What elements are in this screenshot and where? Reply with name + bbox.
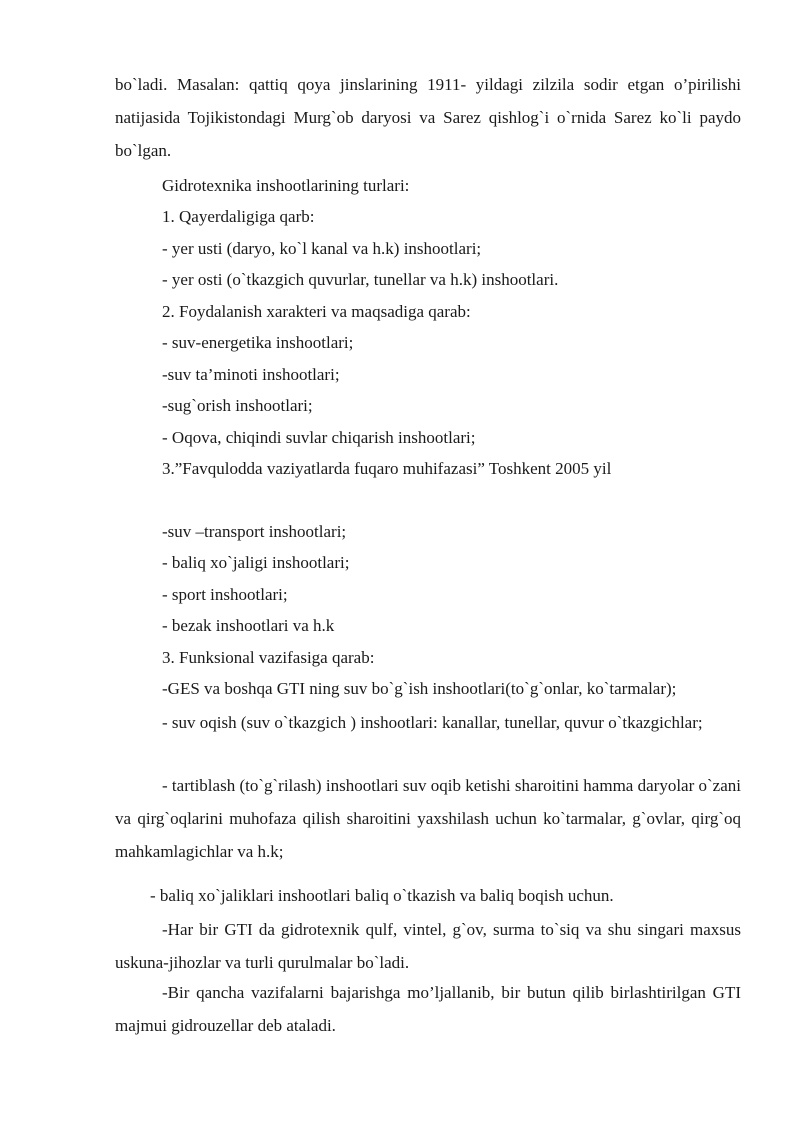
paragraph-gti-complex: -Bir qancha vazifalarni bajarishga mo’ljallanib, bir butun qilib birlashtirilgan GTI majmui gidrouzellar deb ataladi. [115, 983, 741, 1035]
list-item-functional-heading: 3. Funksional vazifasiga qarab: [162, 648, 375, 667]
list-item-location-heading: 1. Qayerdaligiga qarb: [162, 207, 315, 226]
types-heading: Gidrotexnika inshootlarining turlari: [162, 176, 410, 195]
list-item-irrigation: -sug`orish inshootlari; [162, 396, 313, 415]
list-item-wastewater: - Oqova, chiqindi suvlar chiqarish inshootlari; [162, 428, 476, 447]
paragraph-regulation: - tartiblash (to`g`rilash) inshootlari suv oqib ketishi sharoitini hamma daryolar o`zani va qirg`oqlarini muhofaza qilish sharoitini yaxshilash uchun ko`tarmalar, g`ovlar, qirg`oq mahkamlagichlar va h.k; [115, 776, 741, 861]
list-item-hydro-dams: -GES va boshqa GTI ning suv bo`g`ish inshootlari(to`g`onlar, ko`tarmalar); [162, 679, 677, 698]
list-item-decor: - bezak inshootlari va h.k [162, 616, 335, 635]
list-item-underground: - yer osti (o`tkazgich quvurlar, tunellar va h.k) inshootlari. [162, 270, 559, 289]
intro-paragraph: bo`ladi. Masalan: qattiq qoya jinslarining 1911- yildagi zilzila sodir etgan o’pirilishi natijasida Tojikistondagi Murg`ob daryosi va Sarez qishlog`i o`rnida Sarez ko`li paydo bo`lgan. [115, 75, 741, 160]
list-item-purpose-heading: 2. Foydalanish xarakteri va maqsadiga qarab: [162, 302, 471, 321]
reference-line: 3.”Favqulodda vaziyatlarda fuqaro muhifazasi” Toshkent 2005 yil [162, 459, 612, 478]
list-item-sport: - sport inshootlari; [162, 585, 288, 604]
list-item-transport: -suv –transport inshootlari; [162, 522, 347, 541]
paragraph-gti-equipment: -Har bir GTI da gidrotexnik qulf, vintel, g`ov, surma to`siq va shu singari maxsus uskuna-jihozlar va turli qurulmalar bo`ladi. [115, 920, 741, 972]
paragraph-water-flow: - suv oqish (suv o`tkazgich ) inshootlari: kanallar, tunellar, quvur o`tkazgichlar; [162, 713, 703, 732]
list-item-surface: - yer usti (daryo, ko`l kanal va h.k) inshootlari; [162, 239, 482, 258]
list-item-fishery-structures: - baliq xo`jaliklari inshootlari baliq o`tkazish va baliq boqish uchun. [150, 886, 614, 905]
list-item-water-supply: -suv ta’minoti inshootlari; [162, 365, 340, 384]
list-item-energy: - suv-energetika inshootlari; [162, 333, 354, 352]
list-item-fishery: - baliq xo`jaligi inshootlari; [162, 553, 350, 572]
